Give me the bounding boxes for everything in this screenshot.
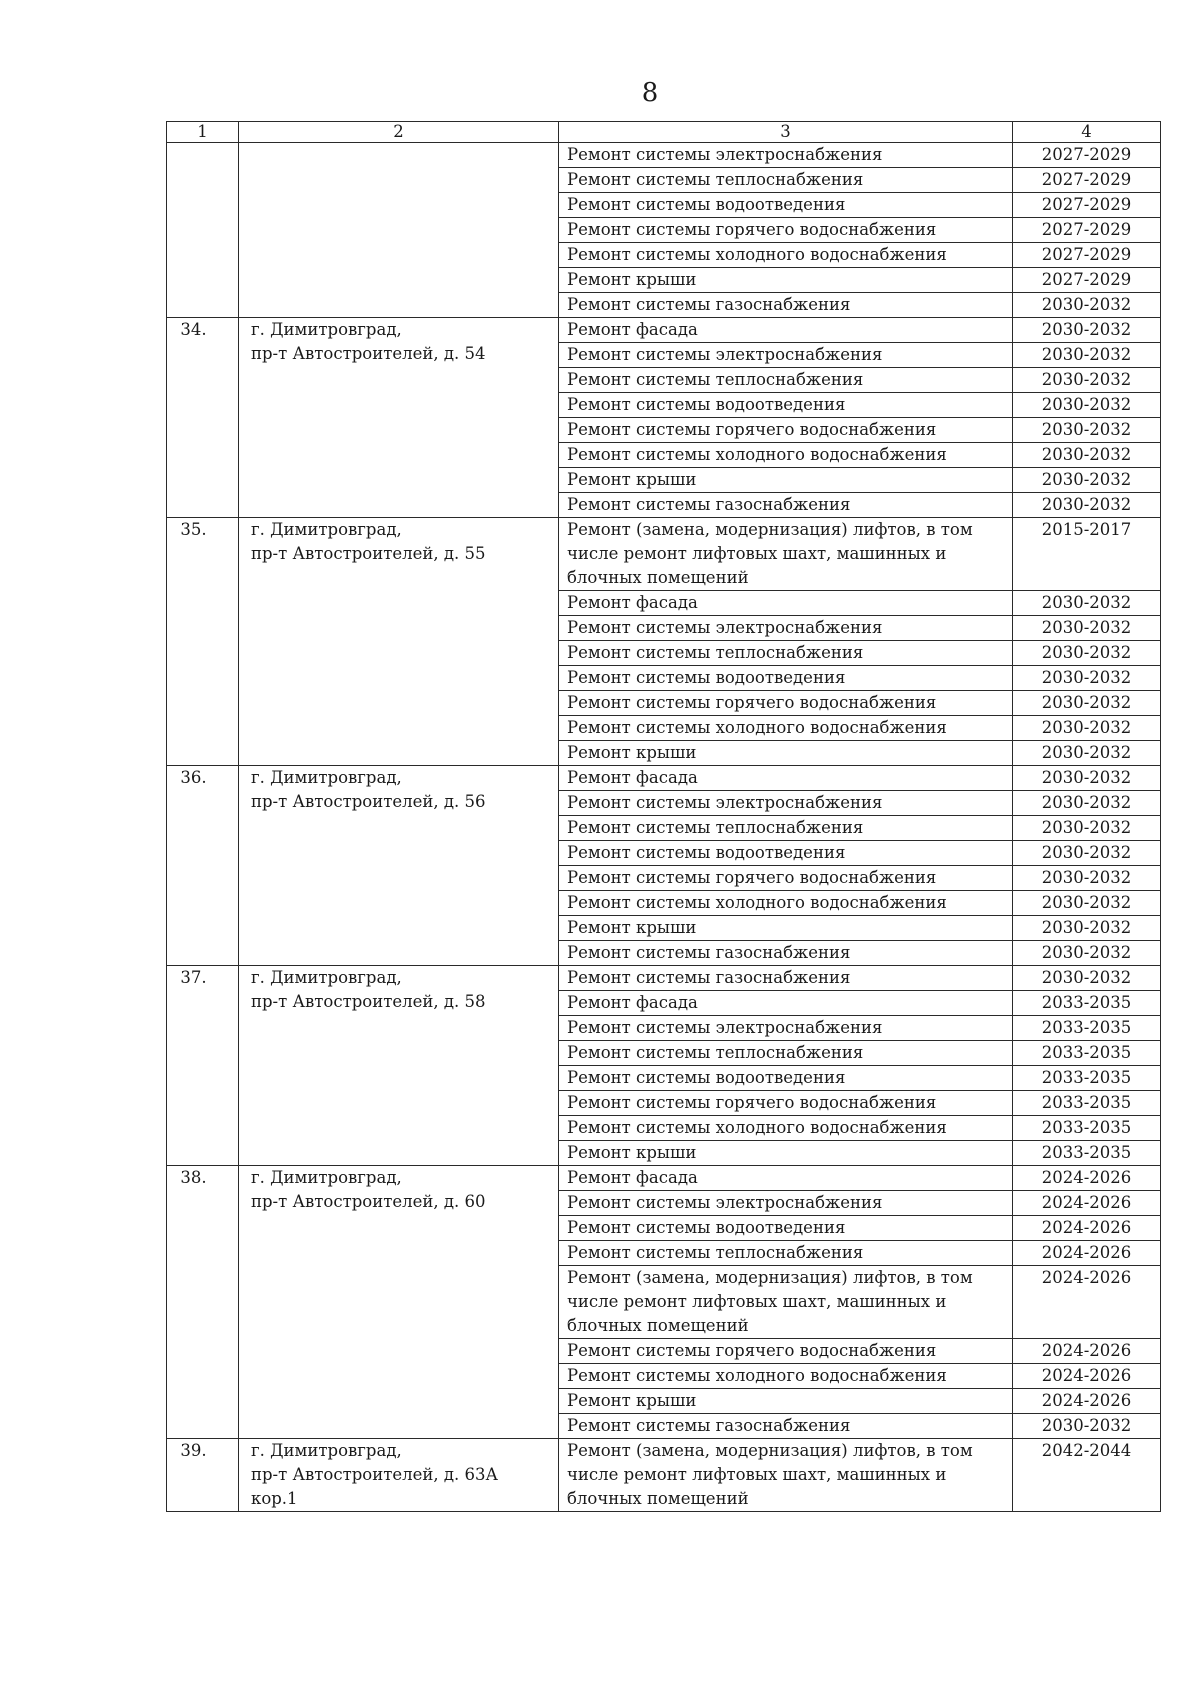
address-line: пр-т Автостроителей, д. 56: [251, 792, 486, 811]
period-cell: 2024-2026: [1013, 1216, 1161, 1241]
period-cell: 2024-2026: [1013, 1339, 1161, 1364]
period-cell: 2030-2032: [1013, 741, 1161, 766]
row-number: 36.: [167, 766, 239, 966]
work-name-line: блочных помещений: [567, 1489, 749, 1508]
header-col-3: 3: [559, 122, 1013, 143]
period-cell: 2033-2035: [1013, 991, 1161, 1016]
work-name-cell: Ремонт системы электроснабжения: [559, 1191, 1013, 1216]
work-name-cell: Ремонт системы теплоснабжения: [559, 368, 1013, 393]
period-cell: 2030-2032: [1013, 293, 1161, 318]
period-cell: 2033-2035: [1013, 1066, 1161, 1091]
work-name-cell: Ремонт системы водоотведения: [559, 1066, 1013, 1091]
period-cell: 2030-2032: [1013, 866, 1161, 891]
period-cell: 2027-2029: [1013, 268, 1161, 293]
address-line: пр-т Автостроителей, д. 60: [251, 1192, 486, 1211]
work-name-cell: Ремонт системы теплоснабжения: [559, 1241, 1013, 1266]
work-name-cell: Ремонт системы горячего водоснабжения: [559, 1091, 1013, 1116]
period-cell: 2030-2032: [1013, 1414, 1161, 1439]
work-name-line: Ремонт (замена, модернизация) лифтов, в том: [567, 1441, 973, 1460]
work-name-cell: Ремонт крыши: [559, 916, 1013, 941]
address-cell: [239, 966, 559, 1166]
period-cell: 2030-2032: [1013, 393, 1161, 418]
work-name-cell: Ремонт системы газоснабжения: [559, 941, 1013, 966]
work-name-cell: [559, 1439, 1013, 1512]
period-cell: 2030-2032: [1013, 368, 1161, 393]
period-cell: 2024-2026: [1013, 1166, 1161, 1191]
period-cell: 2030-2032: [1013, 591, 1161, 616]
work-name-cell: Ремонт системы электроснабжения: [559, 343, 1013, 368]
period-cell: 2027-2029: [1013, 193, 1161, 218]
table-row: [167, 966, 1161, 991]
work-name-cell: Ремонт системы холодного водоснабжения: [559, 1116, 1013, 1141]
period-cell: 2030-2032: [1013, 716, 1161, 741]
work-name-cell: Ремонт системы водоотведения: [559, 393, 1013, 418]
header-col-1: 1: [167, 122, 239, 143]
work-name-cell: Ремонт крыши: [559, 741, 1013, 766]
work-name-cell: Ремонт фасада: [559, 318, 1013, 343]
address-cell: [239, 1166, 559, 1439]
work-name-cell: Ремонт системы водоотведения: [559, 193, 1013, 218]
address-line: пр-т Автостроителей, д. 54: [251, 344, 486, 363]
period-cell: 2030-2032: [1013, 966, 1161, 991]
period-cell: 2033-2035: [1013, 1041, 1161, 1066]
work-name-cell: Ремонт системы электроснабжения: [559, 143, 1013, 168]
address-line: г. Димитровград,: [251, 520, 402, 539]
work-name-cell: Ремонт крыши: [559, 468, 1013, 493]
address-cell: [239, 1439, 559, 1512]
period-cell: 2033-2035: [1013, 1016, 1161, 1041]
work-name-cell: Ремонт системы газоснабжения: [559, 966, 1013, 991]
address-line: г. Димитровград,: [251, 768, 402, 787]
address-cell: [239, 766, 559, 966]
table-row: [167, 766, 1161, 791]
work-name-cell: Ремонт фасада: [559, 991, 1013, 1016]
work-name-line: числе ремонт лифтовых шахт, машинных и: [567, 544, 947, 563]
address-line: г. Димитровград,: [251, 1441, 402, 1460]
period-cell: 2042-2044: [1013, 1439, 1161, 1512]
address-line: пр-т Автостроителей, д. 63А: [251, 1465, 498, 1484]
work-name-cell: Ремонт крыши: [559, 1141, 1013, 1166]
period-cell: 2030-2032: [1013, 641, 1161, 666]
period-cell: 2024-2026: [1013, 1266, 1161, 1339]
work-name-cell: Ремонт системы горячего водоснабжения: [559, 218, 1013, 243]
period-cell: 2030-2032: [1013, 691, 1161, 716]
work-name-cell: Ремонт системы холодного водоснабжения: [559, 1364, 1013, 1389]
period-cell: 2030-2032: [1013, 916, 1161, 941]
work-name-cell: Ремонт системы горячего водоснабжения: [559, 866, 1013, 891]
work-name-line: Ремонт (замена, модернизация) лифтов, в том: [567, 520, 973, 539]
period-cell: 2027-2029: [1013, 168, 1161, 193]
work-name-line: числе ремонт лифтовых шахт, машинных и: [567, 1292, 947, 1311]
table-row: [167, 143, 1161, 168]
work-name-cell: Ремонт системы водоотведения: [559, 1216, 1013, 1241]
work-name-cell: Ремонт системы холодного водоснабжения: [559, 716, 1013, 741]
work-name-line: числе ремонт лифтовых шахт, машинных и: [567, 1465, 947, 1484]
row-number: 37.: [167, 966, 239, 1166]
period-cell: 2033-2035: [1013, 1091, 1161, 1116]
row-number: 39.: [167, 1439, 239, 1512]
work-name-cell: Ремонт системы водоотведения: [559, 666, 1013, 691]
period-cell: 2027-2029: [1013, 243, 1161, 268]
address-line: г. Димитровград,: [251, 1168, 402, 1187]
period-cell: 2030-2032: [1013, 766, 1161, 791]
table-row: [167, 1439, 1161, 1512]
period-cell: 2015-2017: [1013, 518, 1161, 591]
header-col-2: 2: [239, 122, 559, 143]
period-cell: 2030-2032: [1013, 666, 1161, 691]
period-cell: 2033-2035: [1013, 1141, 1161, 1166]
address-line: г. Димитровград,: [251, 968, 402, 987]
period-cell: 2030-2032: [1013, 791, 1161, 816]
address-cell: [239, 318, 559, 518]
table-body: [167, 122, 1161, 1512]
work-name-cell: Ремонт системы газоснабжения: [559, 493, 1013, 518]
work-name-cell: Ремонт крыши: [559, 1389, 1013, 1414]
table-row: [167, 318, 1161, 343]
period-cell: 2024-2026: [1013, 1191, 1161, 1216]
work-name-cell: Ремонт фасада: [559, 591, 1013, 616]
period-cell: 2027-2029: [1013, 143, 1161, 168]
period-cell: 2030-2032: [1013, 493, 1161, 518]
header-col-4: 4: [1013, 122, 1161, 143]
repair-schedule-table: [166, 121, 1161, 1512]
address-line: г. Димитровград,: [251, 320, 402, 339]
work-name-cell: Ремонт системы холодного водоснабжения: [559, 443, 1013, 468]
address-cell: [239, 518, 559, 766]
work-name-cell: Ремонт системы газоснабжения: [559, 293, 1013, 318]
work-name-cell: Ремонт системы теплоснабжения: [559, 641, 1013, 666]
work-name-cell: Ремонт фасада: [559, 766, 1013, 791]
period-cell: 2030-2032: [1013, 891, 1161, 916]
work-name-cell: [559, 1266, 1013, 1339]
row-number: 34.: [167, 318, 239, 518]
work-name-cell: Ремонт крыши: [559, 268, 1013, 293]
work-name-cell: Ремонт системы горячего водоснабжения: [559, 418, 1013, 443]
work-name-cell: Ремонт системы электроснабжения: [559, 1016, 1013, 1041]
period-cell: 2024-2026: [1013, 1364, 1161, 1389]
work-name-cell: Ремонт системы холодного водоснабжения: [559, 891, 1013, 916]
period-cell: 2030-2032: [1013, 343, 1161, 368]
table-row: [167, 518, 1161, 591]
row-number: 35.: [167, 518, 239, 766]
work-name-line: блочных помещений: [567, 1316, 749, 1335]
page-number: 8: [641, 78, 659, 108]
work-name-cell: Ремонт системы газоснабжения: [559, 1414, 1013, 1439]
work-name-cell: Ремонт фасада: [559, 1166, 1013, 1191]
work-name-cell: [559, 518, 1013, 591]
period-cell: 2027-2029: [1013, 218, 1161, 243]
work-name-cell: Ремонт системы электроснабжения: [559, 616, 1013, 641]
period-cell: 2030-2032: [1013, 318, 1161, 343]
address-line: пр-т Автостроителей, д. 55: [251, 544, 486, 563]
table-row: [167, 1166, 1161, 1191]
work-name-cell: Ремонт системы холодного водоснабжения: [559, 243, 1013, 268]
address-line: пр-т Автостроителей, д. 58: [251, 992, 486, 1011]
header-row: [167, 122, 1161, 143]
address-cell: [239, 143, 559, 318]
period-cell: 2030-2032: [1013, 816, 1161, 841]
period-cell: 2024-2026: [1013, 1241, 1161, 1266]
work-name-cell: Ремонт системы электроснабжения: [559, 791, 1013, 816]
period-cell: 2030-2032: [1013, 616, 1161, 641]
row-number: 38.: [167, 1166, 239, 1439]
period-cell: 2024-2026: [1013, 1389, 1161, 1414]
period-cell: 2030-2032: [1013, 941, 1161, 966]
row-number: [167, 143, 239, 318]
work-name-cell: Ремонт системы теплоснабжения: [559, 168, 1013, 193]
period-cell: 2033-2035: [1013, 1116, 1161, 1141]
period-cell: 2030-2032: [1013, 841, 1161, 866]
period-cell: 2030-2032: [1013, 443, 1161, 468]
work-name-line: блочных помещений: [567, 568, 749, 587]
work-name-cell: Ремонт системы водоотведения: [559, 841, 1013, 866]
work-name-cell: Ремонт системы теплоснабжения: [559, 816, 1013, 841]
work-name-cell: Ремонт системы теплоснабжения: [559, 1041, 1013, 1066]
period-cell: 2030-2032: [1013, 418, 1161, 443]
work-name-cell: Ремонт системы горячего водоснабжения: [559, 691, 1013, 716]
work-name-line: Ремонт (замена, модернизация) лифтов, в том: [567, 1268, 973, 1287]
work-name-cell: Ремонт системы горячего водоснабжения: [559, 1339, 1013, 1364]
period-cell: 2030-2032: [1013, 468, 1161, 493]
address-line: кор.1: [251, 1489, 298, 1508]
